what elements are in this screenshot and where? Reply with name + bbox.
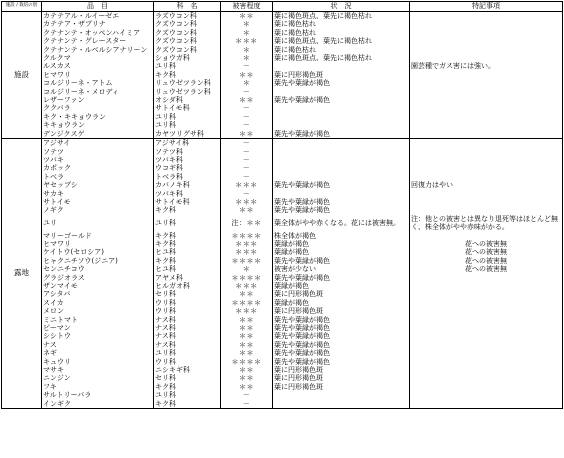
cell-family: ウリ科 bbox=[154, 299, 221, 307]
cell-family: ラズウコン科 bbox=[154, 12, 221, 21]
cell-family: キク科 bbox=[154, 400, 221, 409]
cell-symptom: 葉に円形褐色斑 bbox=[273, 290, 410, 298]
cell-note bbox=[410, 12, 563, 21]
cell-family: ユリ科 bbox=[154, 121, 221, 129]
table-row bbox=[2, 139, 563, 148]
cell-item: ソテツ bbox=[42, 148, 154, 156]
cell-damage: ＊＊＊＊ bbox=[221, 358, 273, 366]
cell-family: ユリ科 bbox=[154, 349, 221, 357]
cell-symptom bbox=[273, 391, 410, 399]
table-row bbox=[2, 274, 563, 282]
cell-family: キク科 bbox=[154, 206, 221, 214]
cell-damage: ＊＊ bbox=[221, 12, 273, 21]
cell-item: ユリ bbox=[42, 215, 154, 232]
cell-symptom bbox=[273, 148, 410, 156]
cell-family: ナス科 bbox=[154, 316, 221, 324]
damage-table bbox=[1, 1, 563, 409]
cell-damage: ＊＊ bbox=[221, 366, 273, 374]
cell-item: インギク bbox=[42, 400, 154, 409]
cell-item: クテナンテ・ルベルシアナリーン bbox=[42, 46, 154, 54]
cell-damage: ＊＊＊ bbox=[221, 198, 273, 206]
cell-damage: － bbox=[221, 391, 273, 399]
cell-symptom: 葉先や葉縁が褐色 bbox=[273, 198, 410, 206]
cell-note: 園芸種でガス害には強い。 bbox=[410, 62, 563, 70]
cell-item: アシタバ bbox=[42, 290, 154, 298]
table-row bbox=[2, 121, 563, 129]
cell-family: クズウコン科 bbox=[154, 20, 221, 28]
cell-damage: ＊ bbox=[221, 79, 273, 87]
cell-note: 注：他との被害とは異なり退死等はほとんど無く、株全体がやや赤味がかる。 bbox=[410, 215, 563, 232]
cell-note bbox=[410, 79, 563, 87]
cell-damage: ＊＊ bbox=[221, 206, 273, 214]
cell-note bbox=[410, 206, 563, 214]
cell-note bbox=[410, 316, 563, 324]
cell-symptom bbox=[273, 139, 410, 148]
table-row bbox=[2, 20, 563, 28]
cell-family: ショウガ科 bbox=[154, 54, 221, 62]
cell-note bbox=[410, 307, 563, 315]
cell-note bbox=[410, 148, 563, 156]
cell-item: ピーマン bbox=[42, 324, 154, 332]
cell-note bbox=[410, 130, 563, 139]
cell-symptom bbox=[273, 400, 410, 409]
cell-item: ヤセッブシ bbox=[42, 181, 154, 189]
table-row bbox=[2, 265, 563, 273]
cell-item: コルジリーネ・メロディ bbox=[42, 88, 154, 96]
cell-item: マリーゴールド bbox=[42, 232, 154, 240]
cell-note bbox=[410, 104, 563, 112]
cell-item: カポック bbox=[42, 164, 154, 172]
cell-family: アヤメ科 bbox=[154, 274, 221, 282]
cell-item: ツバキ bbox=[42, 156, 154, 164]
cell-symptom: 葉先や葉縁が褐色 bbox=[273, 341, 410, 349]
table-row bbox=[2, 113, 563, 121]
cell-symptom: 葉に円形褐色斑 bbox=[273, 366, 410, 374]
cell-symptom: 葉先や葉縁が褐色 bbox=[273, 349, 410, 357]
cell-item: センニチコウ bbox=[42, 265, 154, 273]
cell-item: クテナンテ・グレースター bbox=[42, 37, 154, 45]
cell-item: クテナンテ・オッペンハイミア bbox=[42, 29, 154, 37]
cell-item: レザーファン bbox=[42, 96, 154, 104]
cell-damage: ＊＊＊ bbox=[221, 240, 273, 248]
cell-family: ウリ科 bbox=[154, 307, 221, 315]
cell-family: ツバキ科 bbox=[154, 156, 221, 164]
cell-symptom: 葉先や葉縁が褐色 bbox=[273, 358, 410, 366]
cell-damage: － bbox=[221, 190, 273, 198]
cell-note bbox=[410, 46, 563, 54]
cell-damage: ＊＊＊ bbox=[221, 307, 273, 315]
cell-damage: ＊＊＊ bbox=[221, 181, 273, 189]
cell-damage: － bbox=[221, 104, 273, 112]
cell-item: カテテアル・ルイーゼエ bbox=[42, 12, 154, 21]
cell-item: サカキ bbox=[42, 190, 154, 198]
cell-damage: ＊＊ bbox=[221, 383, 273, 391]
table-row bbox=[2, 190, 563, 198]
cell-damage: － bbox=[221, 113, 273, 121]
cell-item: ニンジン bbox=[42, 374, 154, 382]
cell-symptom: 葉縁が褐色 bbox=[273, 240, 410, 248]
table-row bbox=[2, 88, 563, 96]
cell-symptom: 葉先や葉縁が褐色 bbox=[273, 206, 410, 214]
cell-symptom: 葉先や葉縁が褐色 bbox=[273, 130, 410, 139]
cell-symptom bbox=[273, 88, 410, 96]
cell-note bbox=[410, 164, 563, 172]
cell-item: コルジリーネ・アトム bbox=[42, 79, 154, 87]
cell-damage: ＊＊ bbox=[221, 324, 273, 332]
cell-symptom: 葉縁が褐色 bbox=[273, 282, 410, 290]
cell-item: グラジオラス bbox=[42, 274, 154, 282]
cell-note bbox=[410, 156, 563, 164]
cell-damage: － bbox=[221, 88, 273, 96]
table-row bbox=[2, 96, 563, 104]
cell-family: ユリ科 bbox=[154, 215, 221, 232]
cell-item: ククバラ bbox=[42, 104, 154, 112]
table-row bbox=[2, 299, 563, 307]
cell-family: キク科 bbox=[154, 232, 221, 240]
cell-item: キク・キキョウラン bbox=[42, 113, 154, 121]
cell-damage: ＊ bbox=[221, 29, 273, 37]
cell-damage: － bbox=[221, 121, 273, 129]
cell-symptom bbox=[273, 62, 410, 70]
cell-damage: ＊＊ bbox=[221, 316, 273, 324]
group-label: 施設 bbox=[2, 12, 42, 139]
cell-symptom: 葉全体がやや赤くなる。花には被害無。 bbox=[273, 215, 410, 232]
table-row bbox=[2, 79, 563, 87]
cell-damage: ＊＊＊＊ bbox=[221, 274, 273, 282]
cell-family: ユリ科 bbox=[154, 113, 221, 121]
cell-item: ヒマワリ bbox=[42, 240, 154, 248]
cell-note bbox=[410, 88, 563, 96]
cell-note bbox=[410, 358, 563, 366]
cell-symptom: 葉縁が褐色 bbox=[273, 299, 410, 307]
cell-symptom: 葉先や葉縁が褐色 bbox=[273, 274, 410, 282]
cell-family: ナス科 bbox=[154, 332, 221, 340]
table-row bbox=[2, 391, 563, 399]
cell-note bbox=[410, 121, 563, 129]
table-row bbox=[2, 164, 563, 172]
header-category: 施設 / 栽培の別 bbox=[2, 2, 42, 12]
table-row bbox=[2, 400, 563, 409]
cell-damage: ＊＊＊＊ bbox=[221, 299, 273, 307]
cell-damage: － bbox=[221, 148, 273, 156]
cell-damage: ＊＊ bbox=[221, 332, 273, 340]
cell-family: クズウコン科 bbox=[154, 37, 221, 45]
cell-damage: ＊＊ bbox=[221, 374, 273, 382]
cell-item: フキ bbox=[42, 383, 154, 391]
cell-symptom bbox=[273, 104, 410, 112]
cell-family: リュウゼツラン科 bbox=[154, 79, 221, 87]
cell-damage: ＊＊＊＊ bbox=[221, 257, 273, 265]
cell-symptom bbox=[273, 121, 410, 129]
cell-family: ユリ科 bbox=[154, 391, 221, 399]
cell-symptom bbox=[273, 173, 410, 181]
cell-note bbox=[410, 282, 563, 290]
cell-family: サトイモ科 bbox=[154, 198, 221, 206]
cell-item: カテテア・ザブリナ bbox=[42, 20, 154, 28]
cell-family: ソテツ科 bbox=[154, 148, 221, 156]
cell-item: ネギ bbox=[42, 349, 154, 357]
cell-family: キク科 bbox=[154, 383, 221, 391]
cell-item: シシトウ bbox=[42, 332, 154, 340]
cell-note bbox=[410, 341, 563, 349]
cell-symptom: 葉縁が褐色 bbox=[273, 248, 410, 256]
cell-damage: ＊＊ bbox=[221, 96, 273, 104]
cell-family: ウコギ科 bbox=[154, 164, 221, 172]
table-row bbox=[2, 316, 563, 324]
table-row bbox=[2, 173, 563, 181]
cell-symptom: 被害が少ない bbox=[273, 265, 410, 273]
cell-damage: ＊＊＊ bbox=[221, 37, 273, 45]
cell-item: スイカ bbox=[42, 299, 154, 307]
cell-symptom: 葉先や葉縁が褐色 bbox=[273, 332, 410, 340]
table-row bbox=[2, 148, 563, 156]
cell-damage: ＊ bbox=[221, 265, 273, 273]
cell-family: セリ科 bbox=[154, 290, 221, 298]
cell-note bbox=[410, 20, 563, 28]
cell-damage: ＊＊ bbox=[221, 349, 273, 357]
cell-symptom: 株全体が褐色 bbox=[273, 232, 410, 240]
cell-damage: － bbox=[221, 173, 273, 181]
cell-family: リュウゼツラン科 bbox=[154, 88, 221, 96]
cell-item: トベラ bbox=[42, 173, 154, 181]
cell-symptom: 葉に円形褐色斑 bbox=[273, 71, 410, 79]
cell-note: 花への被害無 bbox=[410, 257, 563, 265]
cell-note bbox=[410, 383, 563, 391]
table-row bbox=[2, 290, 563, 298]
cell-symptom: 葉先や葉縁が褐色 bbox=[273, 324, 410, 332]
table-row bbox=[2, 383, 563, 391]
cell-damage: － bbox=[221, 139, 273, 148]
table-row bbox=[2, 62, 563, 70]
cell-note bbox=[410, 391, 563, 399]
cell-note bbox=[410, 324, 563, 332]
table-row bbox=[2, 232, 563, 240]
table-row bbox=[2, 332, 563, 340]
cell-note bbox=[410, 299, 563, 307]
cell-damage: 注：＊＊ bbox=[221, 215, 273, 232]
cell-family: クズウコン科 bbox=[154, 29, 221, 37]
cell-family: カバノキ科 bbox=[154, 181, 221, 189]
cell-symptom bbox=[273, 113, 410, 121]
cell-note: 花への被害無 bbox=[410, 248, 563, 256]
cell-symptom: 葉先や葉縁が褐色 bbox=[273, 79, 410, 87]
table-row bbox=[2, 130, 563, 139]
cell-family: トベラ科 bbox=[154, 173, 221, 181]
table-row bbox=[2, 37, 563, 45]
cell-item: ノギク bbox=[42, 206, 154, 214]
header-damage: 被害程度 bbox=[221, 2, 273, 12]
header-symptom: 状 況 bbox=[273, 2, 410, 12]
cell-family: オシダ科 bbox=[154, 96, 221, 104]
cell-note bbox=[410, 173, 563, 181]
table-row bbox=[2, 341, 563, 349]
cell-symptom: 葉先や葉縁が褐色 bbox=[273, 316, 410, 324]
cell-item: ケイトウ(セロシア) bbox=[42, 248, 154, 256]
table-row bbox=[2, 181, 563, 189]
cell-symptom: 葉に円形褐色斑 bbox=[273, 374, 410, 382]
cell-damage: ＊ bbox=[221, 20, 273, 28]
table-row bbox=[2, 215, 563, 232]
cell-family: セリ科 bbox=[154, 374, 221, 382]
cell-family: アジサイ科 bbox=[154, 139, 221, 148]
cell-symptom: 葉に褐色枯れ bbox=[273, 46, 410, 54]
cell-note bbox=[410, 71, 563, 79]
header-notes: 特記事項 bbox=[410, 2, 563, 12]
cell-item: ヒマワリ bbox=[42, 71, 154, 79]
cell-item: サルトリーバラ bbox=[42, 391, 154, 399]
cell-note bbox=[410, 198, 563, 206]
cell-symptom: 葉に褐色斑点、葉先に褐色枯れ bbox=[273, 37, 410, 45]
cell-family: ヒユ科 bbox=[154, 265, 221, 273]
table-row bbox=[2, 349, 563, 357]
cell-family: ツバキ科 bbox=[154, 190, 221, 198]
cell-note bbox=[410, 400, 563, 409]
cell-family: ヒルガオ科 bbox=[154, 282, 221, 290]
cell-item: メロン bbox=[42, 307, 154, 315]
header-item: 品 目 bbox=[42, 2, 154, 12]
cell-family: カヤツリグサ科 bbox=[154, 130, 221, 139]
table-row bbox=[2, 257, 563, 265]
cell-item: クルクマ bbox=[42, 54, 154, 62]
cell-symptom: 葉に円形褐色斑 bbox=[273, 383, 410, 391]
cell-damage: ＊＊＊＊ bbox=[221, 232, 273, 240]
cell-note: 回復力はやい bbox=[410, 181, 563, 189]
cell-item: ナス bbox=[42, 341, 154, 349]
table-row bbox=[2, 374, 563, 382]
cell-note bbox=[410, 232, 563, 240]
cell-item: ヒャクニチソウ(ジニア) bbox=[42, 257, 154, 265]
cell-family: キク科 bbox=[154, 71, 221, 79]
cell-symptom bbox=[273, 190, 410, 198]
cell-family: ニシキギ科 bbox=[154, 366, 221, 374]
cell-note bbox=[410, 29, 563, 37]
cell-symptom bbox=[273, 156, 410, 164]
cell-note bbox=[410, 374, 563, 382]
cell-item: サトイモ bbox=[42, 198, 154, 206]
cell-note bbox=[410, 366, 563, 374]
cell-damage: ＊＊ bbox=[221, 341, 273, 349]
table-body bbox=[2, 12, 563, 409]
cell-family: ナス科 bbox=[154, 324, 221, 332]
cell-note bbox=[410, 332, 563, 340]
cell-damage: － bbox=[221, 400, 273, 409]
cell-item: ミニトマト bbox=[42, 316, 154, 324]
table-row bbox=[2, 46, 563, 54]
table-row bbox=[2, 29, 563, 37]
cell-damage: ＊＊＊ bbox=[221, 282, 273, 290]
header-family: 科 名 bbox=[154, 2, 221, 12]
cell-family: ユリ科 bbox=[154, 62, 221, 70]
cell-note bbox=[410, 349, 563, 357]
header-row bbox=[2, 2, 563, 12]
table-row bbox=[2, 358, 563, 366]
cell-symptom: 葉先や葉縁が褐色 bbox=[273, 96, 410, 104]
cell-damage: ＊＊ bbox=[221, 290, 273, 298]
cell-damage: － bbox=[221, 62, 273, 70]
cell-family: サトイモ科 bbox=[154, 104, 221, 112]
cell-damage: ＊ bbox=[221, 46, 273, 54]
cell-family: ナス科 bbox=[154, 341, 221, 349]
cell-symptom: 葉に褐色斑点、葉先に褐色枯れ bbox=[273, 12, 410, 21]
cell-note bbox=[410, 290, 563, 298]
cell-note bbox=[410, 139, 563, 148]
table-row bbox=[2, 307, 563, 315]
cell-damage: ＊＊＊ bbox=[221, 248, 273, 256]
cell-note bbox=[410, 190, 563, 198]
cell-symptom: 葉先や葉縁が褐色 bbox=[273, 257, 410, 265]
cell-note bbox=[410, 274, 563, 282]
cell-item: アジサイ bbox=[42, 139, 154, 148]
cell-family: ヒユ科 bbox=[154, 248, 221, 256]
cell-item: キュウリ bbox=[42, 358, 154, 366]
cell-note bbox=[410, 113, 563, 121]
cell-item: ザンマイモ bbox=[42, 282, 154, 290]
cell-note: 花への被害無 bbox=[410, 240, 563, 248]
cell-item: ルスカス bbox=[42, 62, 154, 70]
table-row bbox=[2, 206, 563, 214]
group-label: 露地 bbox=[2, 139, 42, 409]
cell-damage: ＊＊ bbox=[221, 71, 273, 79]
cell-symptom: 葉に褐色枯れ bbox=[273, 20, 410, 28]
table-row bbox=[2, 71, 563, 79]
cell-family: クズウコン科 bbox=[154, 46, 221, 54]
cell-note: 花への被害無 bbox=[410, 265, 563, 273]
table-row bbox=[2, 104, 563, 112]
cell-symptom: 葉に褐色斑点、葉先に褐色枯れ bbox=[273, 54, 410, 62]
cell-symptom: 葉に褐色枯れ bbox=[273, 29, 410, 37]
table-row bbox=[2, 248, 563, 256]
cell-family: キク科 bbox=[154, 240, 221, 248]
cell-item: デンジクスゲ bbox=[42, 130, 154, 139]
cell-item: キキョウラン bbox=[42, 121, 154, 129]
cell-damage: ＊ bbox=[221, 54, 273, 62]
cell-family: ウリ科 bbox=[154, 358, 221, 366]
cell-damage: ＊＊ bbox=[221, 130, 273, 139]
cell-damage: － bbox=[221, 164, 273, 172]
cell-damage: － bbox=[221, 156, 273, 164]
cell-note bbox=[410, 37, 563, 45]
cell-note bbox=[410, 96, 563, 104]
cell-item: マサキ bbox=[42, 366, 154, 374]
cell-family: キク科 bbox=[154, 257, 221, 265]
table-row bbox=[2, 156, 563, 164]
cell-symptom: 葉に円形褐色斑 bbox=[273, 307, 410, 315]
cell-symptom bbox=[273, 164, 410, 172]
cell-symptom: 葉先や葉縁が褐色 bbox=[273, 181, 410, 189]
